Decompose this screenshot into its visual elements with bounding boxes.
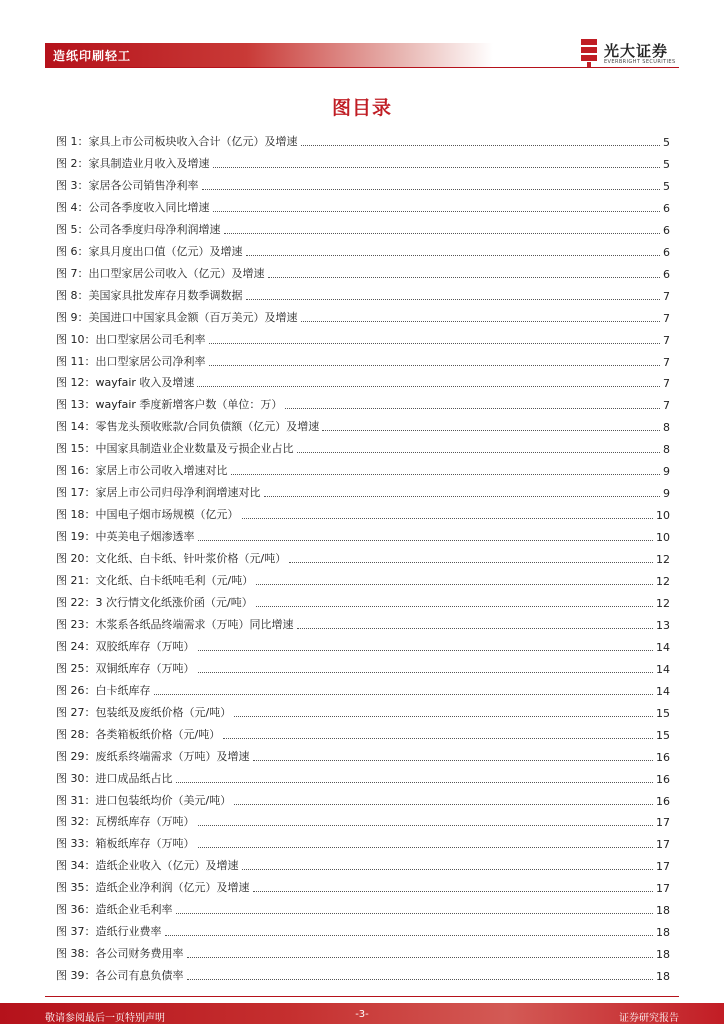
toc-dot-leader — [285, 408, 660, 409]
toc-entry-label: 图 15：中国家具制造业企业数量及亏损企业占比 — [56, 442, 294, 456]
toc-entry[interactable] — [56, 197, 670, 215]
toc-dot-leader — [187, 979, 654, 980]
toc-dot-leader — [234, 804, 653, 805]
toc-entry[interactable] — [56, 307, 670, 325]
toc-entry[interactable] — [56, 702, 670, 720]
everbright-logo-icon — [578, 38, 600, 68]
toc-entry-page: 7 — [663, 333, 670, 347]
toc-dot-leader — [187, 957, 654, 958]
toc-entry[interactable] — [56, 394, 670, 412]
toc-dot-leader — [198, 672, 654, 673]
toc-dot-leader — [198, 825, 654, 826]
toc-entry[interactable] — [56, 899, 670, 917]
toc-entry[interactable] — [56, 372, 670, 390]
toc-entry[interactable] — [56, 746, 670, 764]
toc-entry[interactable] — [56, 877, 670, 895]
toc-entry[interactable] — [56, 658, 670, 676]
toc-entry[interactable] — [56, 636, 670, 654]
toc-entry-label: 图 31：进口包装纸均价（美元/吨） — [56, 793, 232, 807]
toc-entry-label: 图 33：箱板纸库存（万吨） — [56, 837, 195, 851]
toc-dot-leader — [165, 935, 654, 936]
toc-entry[interactable] — [56, 219, 670, 237]
toc-entry[interactable] — [56, 592, 670, 610]
toc-dot-leader — [297, 452, 661, 453]
toc-entry[interactable] — [56, 921, 670, 939]
toc-entry[interactable] — [56, 351, 670, 369]
toc-entry-label: 图 10：出口型家居公司毛利率 — [56, 332, 206, 346]
toc-entry-page: 5 — [663, 136, 670, 149]
toc-entry-page: 7 — [663, 377, 670, 391]
toc-dot-leader — [198, 847, 654, 848]
toc-entry[interactable] — [56, 263, 670, 281]
logo-text-cn: 光大证券 — [604, 42, 669, 60]
toc-entry[interactable] — [56, 548, 670, 566]
toc-entry-page: 13 — [656, 618, 670, 632]
toc-entry-page: 17 — [656, 838, 670, 852]
toc-entry[interactable] — [56, 153, 670, 171]
toc-entry-label: 图 19：中英美电子烟渗透率 — [56, 530, 195, 544]
toc-entry-page: 16 — [656, 772, 670, 786]
toc-entry-page: 7 — [663, 355, 670, 369]
toc-entry[interactable] — [56, 855, 670, 873]
toc-entry-label: 图 16：家居上市公司收入增速对比 — [56, 464, 228, 478]
toc-dot-leader — [246, 299, 661, 300]
toc-dot-leader — [198, 540, 654, 541]
toc-entry-page: 9 — [663, 487, 670, 501]
toc-entry[interactable] — [56, 833, 670, 851]
toc-dot-leader — [231, 474, 661, 475]
toc-entry-page: 9 — [663, 465, 670, 479]
toc-entry-label: 图 1：家具上市公司板块收入合计（亿元）及增速 — [56, 135, 298, 148]
toc-entry-label: 图 5：公司各季度归母净利润增速 — [56, 222, 221, 236]
toc-dot-leader — [154, 694, 654, 695]
toc-dot-leader — [301, 145, 661, 146]
toc-entry[interactable] — [56, 131, 670, 149]
toc-entry-label: 图 22：3 次行情文化纸涨价函（元/吨） — [56, 595, 253, 609]
toc-entry[interactable] — [56, 614, 670, 632]
toc-entry-label: 图 7：出口型家居公司收入（亿元）及增速 — [56, 266, 265, 280]
toc-dot-leader — [198, 650, 654, 651]
toc-dot-leader — [322, 430, 660, 431]
toc-entry[interactable] — [56, 965, 670, 983]
toc-entry-page: 16 — [656, 794, 670, 808]
toc-entry-page: 14 — [656, 640, 670, 654]
toc-dot-leader — [242, 869, 654, 870]
logo-text-en: EVERBRIGHT SECURITIES — [604, 59, 676, 65]
toc-dot-leader — [256, 584, 653, 585]
toc-entry[interactable] — [56, 416, 670, 434]
toc-dot-leader — [253, 760, 654, 761]
toc-entry[interactable] — [56, 241, 670, 259]
toc-entry-label: 图 38：各公司财务费用率 — [56, 947, 184, 961]
toc-dot-leader — [289, 562, 653, 563]
toc-entry-label: 图 9：美国进口中国家具金额（百万美元）及增速 — [56, 310, 298, 324]
toc-entry-label: 图 25：双铜纸库存（万吨） — [56, 661, 195, 675]
toc-entry-page: 14 — [656, 662, 670, 676]
toc-dot-leader — [234, 716, 653, 717]
toc-entry[interactable] — [56, 790, 670, 808]
toc-dot-leader — [197, 386, 660, 387]
page-title: 图目录 — [331, 97, 392, 119]
toc-entry-page: 15 — [656, 728, 670, 742]
toc-dot-leader — [202, 189, 661, 190]
toc-entry-page: 12 — [656, 596, 670, 610]
toc-entry[interactable] — [56, 768, 670, 786]
header-section-title: 造纸印刷轻工 — [53, 49, 132, 63]
toc-entry-label: 图 27：包装纸及废纸价格（元/吨） — [56, 705, 232, 719]
toc-entry-page: 10 — [656, 531, 670, 545]
toc-entry-label: 图 21：文化纸、白卡纸吨毛利（元/吨） — [56, 574, 254, 587]
toc-dot-leader — [268, 277, 661, 278]
toc-entry-label: 图 30：进口成品纸占比 — [56, 771, 173, 785]
toc-dot-leader — [224, 233, 661, 234]
toc-entry-page: 7 — [663, 399, 670, 413]
toc-dot-leader — [301, 321, 661, 322]
toc-entry-label: 图 18：中国电子烟市场规模（亿元） — [56, 508, 239, 522]
toc-entry-page: 8 — [663, 443, 670, 457]
footer-report-type: 证券研究报告 — [619, 1013, 679, 1024]
toc-entry[interactable] — [56, 329, 670, 347]
toc-entry[interactable] — [56, 175, 670, 193]
toc-entry-label: 图 36：造纸企业毛利率 — [56, 903, 173, 917]
toc-dot-leader — [264, 496, 661, 497]
toc-entry-label: 图 24：双胶纸库存（万吨） — [56, 639, 195, 653]
toc-entry-label: 图 6：家具月度出口值（亿元）及增速 — [56, 244, 243, 258]
toc-entry-label: 图 11：出口型家居公司净利率 — [56, 354, 206, 368]
toc-entry-page: 17 — [656, 860, 670, 874]
toc-entry-page: 15 — [656, 706, 670, 720]
header-divider — [45, 67, 679, 68]
page-number: -3- — [355, 1009, 369, 1020]
toc-entry-label: 图 3：家居各公司销售净利率 — [56, 178, 199, 192]
toc-entry-page: 14 — [656, 684, 670, 698]
toc-entry-label: 图 39：各公司有息负债率 — [56, 969, 184, 983]
toc-entry-label: 图 2：家具制造业月收入及增速 — [56, 156, 210, 170]
toc-entry[interactable] — [56, 482, 670, 500]
toc-entry-page: 18 — [656, 970, 670, 984]
toc-dot-leader — [176, 782, 654, 783]
toc-entry-label: 图 28：各类箱板纸价格（元/吨） — [56, 727, 221, 741]
toc-entry-page: 8 — [663, 421, 670, 435]
toc-entry-page: 18 — [656, 926, 670, 940]
toc-entry[interactable] — [56, 285, 670, 303]
toc-dot-leader — [297, 628, 654, 629]
toc-entry-label: 图 29：废纸系终端需求（万吨）及增速 — [56, 749, 250, 763]
footer-disclaimer: 敬请参阅最后一页特别声明 — [45, 1013, 165, 1024]
toc-entry-page: 5 — [663, 157, 670, 171]
toc-entry-page: 6 — [663, 223, 670, 237]
toc-dot-leader — [176, 913, 654, 914]
toc-entry-page: 7 — [663, 289, 670, 303]
toc-entry-page: 18 — [656, 948, 670, 962]
toc-dot-leader — [209, 343, 661, 344]
toc-entry[interactable] — [56, 438, 670, 456]
toc-entry-page: 12 — [656, 575, 670, 588]
toc-entry-label: 图 23：木浆系各纸品终端需求（万吨）同比增速 — [56, 617, 294, 631]
toc-entry-page: 6 — [663, 201, 670, 215]
toc-entry-page: 5 — [663, 179, 670, 193]
toc-entry[interactable] — [56, 526, 670, 544]
toc-entry[interactable] — [56, 680, 670, 698]
toc-entry-label: 图 14：零售龙头预收账款/合同负债额（亿元）及增速 — [56, 420, 320, 434]
toc-dot-leader — [213, 167, 661, 168]
toc-entry[interactable] — [56, 460, 670, 478]
toc-entry-label: 图 4：公司各季度收入同比增速 — [56, 200, 210, 214]
toc-dot-leader — [256, 606, 653, 607]
toc-entry[interactable] — [56, 724, 670, 742]
toc-entry-label: 图 8：美国家具批发库存月数季调数据 — [56, 288, 243, 302]
toc-entry[interactable] — [56, 943, 670, 961]
toc-entry-label: 图 34：造纸企业收入（亿元）及增速 — [56, 859, 239, 873]
toc-entry-label: 图 32：瓦楞纸库存（万吨） — [56, 815, 195, 829]
toc-entry-label: 图 35：造纸企业净利润（亿元）及增速 — [56, 881, 250, 895]
toc-entry-page: 16 — [656, 750, 670, 764]
toc-entry-label: 图 26：白卡纸库存 — [56, 683, 151, 697]
toc-entry-page: 18 — [656, 904, 670, 918]
toc-entry-page: 12 — [656, 553, 670, 567]
toc-entry-label: 图 13：wayfair 季度新增客户数（单位：万） — [56, 398, 283, 412]
toc-dot-leader — [213, 211, 661, 212]
toc-entry-label: 图 12：wayfair 收入及增速 — [56, 376, 195, 390]
toc-dot-leader — [246, 255, 661, 256]
toc-entry-page: 10 — [656, 509, 670, 523]
toc-entry-label: 图 20：文化纸、白卡纸、针叶浆价格（元/吨） — [56, 552, 287, 566]
toc-dot-leader — [242, 518, 654, 519]
toc-entry[interactable] — [56, 504, 670, 522]
toc-dot-leader — [223, 738, 653, 739]
toc-entry[interactable] — [56, 811, 670, 829]
toc-entry-label: 图 37：造纸行业费率 — [56, 925, 162, 939]
toc-dot-leader — [253, 891, 654, 892]
toc-entry-page: 6 — [663, 245, 670, 259]
footer-divider — [45, 996, 679, 997]
toc-entry-page: 17 — [656, 816, 670, 830]
toc-entry-page: 17 — [656, 882, 670, 896]
toc-entry-page: 7 — [663, 311, 670, 325]
toc-entry-label: 图 17：家居上市公司归母净利润增速对比 — [56, 486, 261, 500]
toc-entry-page: 6 — [663, 267, 670, 281]
toc-entry[interactable] — [56, 570, 670, 588]
toc-dot-leader — [209, 365, 661, 366]
